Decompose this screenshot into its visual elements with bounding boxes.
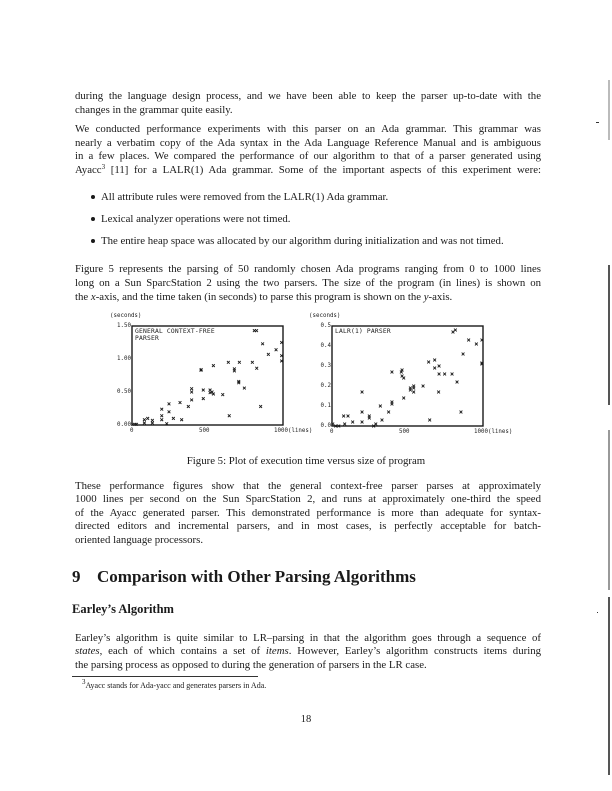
data-point (259, 405, 262, 408)
figure-caption: Figure 5: Plot of execution time versus size of program (186, 455, 426, 467)
footnote-text: Ayacc stands for Ada-yacc and generates parsers in Ada. (85, 681, 267, 690)
data-point (190, 391, 193, 394)
scan-edge-mark (608, 80, 610, 140)
plot-left-ytick: 0.00 (117, 422, 131, 428)
data-point (368, 417, 371, 420)
plot-right-ytick: 0.0 (320, 423, 331, 429)
data-point (190, 387, 193, 390)
plot-left-points (131, 329, 283, 426)
paragraph-2-line: Ayacc$^3$ [11] for a LALR(1) Ada grammar. Some of the important aspects of this experiment were: (75, 163, 541, 176)
data-point (143, 418, 146, 421)
data-point (160, 414, 163, 417)
plot-right-ylabel: (seconds) (309, 313, 341, 319)
data-point (361, 391, 364, 394)
data-point (233, 369, 236, 372)
data-point (438, 373, 441, 376)
data-point (179, 401, 182, 404)
data-point (251, 361, 254, 364)
bullet-item: Lexical analyzer operations were not timed. (101, 213, 291, 225)
paragraph-1-line: changes in the grammar quite easily. (75, 104, 233, 116)
plot-right-points (331, 329, 483, 428)
scan-edge-mark (608, 430, 610, 590)
data-point (437, 391, 440, 394)
data-point (422, 385, 425, 388)
data-point (462, 353, 465, 356)
paragraph-3-line: Figure 5 represents the parsing of 50 randomly chosen Ada programs ranging from 0 to 1000 lines (75, 263, 541, 275)
plot-left-xtick: 500 (199, 428, 210, 434)
paragraph-3-line: the x-axis, and the time taken (in seconds) to parse this program is shown on the y-axis. (75, 291, 453, 303)
data-point (243, 387, 246, 390)
plot-right-ytick: 0.5 (320, 323, 331, 329)
data-point (351, 421, 354, 424)
data-point (402, 377, 405, 380)
data-point (255, 329, 258, 332)
plot-right-title: LALR(1) PARSER (335, 328, 391, 335)
data-point (438, 365, 441, 368)
data-point (402, 397, 405, 400)
data-point (238, 361, 241, 364)
data-point (190, 399, 193, 402)
data-point (172, 417, 175, 420)
data-point (143, 422, 146, 425)
data-point (412, 387, 415, 390)
subsection-heading: Earley’s Algorithm (72, 602, 174, 616)
plot-left-ytick: 0.50 (117, 389, 131, 395)
plot-right-xtick: 1000(lines) (474, 429, 513, 435)
paragraph-5-line: Earley’s algorithm is quite similar to LR–parsing in that the algorithm goes through a sequence of (75, 632, 541, 644)
data-point (443, 373, 446, 376)
data-point (374, 423, 377, 426)
data-point (451, 373, 454, 376)
data-point (347, 415, 350, 418)
data-point (151, 422, 154, 425)
data-point (391, 403, 394, 406)
paragraph-4-line: 1000 lines per second on the Sun SparcStation 2, and runs at approximately one-third the speed (75, 493, 541, 505)
data-point (168, 410, 171, 413)
data-point (379, 405, 382, 408)
data-point (387, 411, 390, 414)
data-point (381, 419, 384, 422)
data-point (212, 364, 215, 367)
data-point (267, 353, 270, 356)
paragraph-1-line: during the language design process, and we have been able to keep the parser up-to-date with the (75, 90, 541, 102)
data-point (160, 418, 163, 421)
scan-edge-mark (608, 265, 610, 405)
paragraph-2-line: in a few places. We compared the performance of our algorithm to that of a parser generated using (75, 150, 541, 162)
data-point (202, 397, 205, 400)
scan-speck (597, 612, 598, 613)
data-point (202, 389, 205, 392)
paragraph-5-line: the parsing process as opposed to during the generation of parsers in the LR case. (75, 659, 427, 671)
data-point (475, 343, 478, 346)
data-point (146, 417, 149, 420)
paragraph-4-line: These performance figures show that the general context-free parser parses at approximately (75, 480, 541, 492)
data-point (460, 411, 463, 414)
section-title: Comparison with Other Parsing Algorithms (97, 567, 416, 586)
plot-left-title: GENERAL CONTEXT-FREE (135, 328, 215, 335)
data-point (343, 423, 346, 426)
plot-right-ytick: 0.1 (320, 403, 331, 409)
footnote (82, 680, 266, 691)
plot-left-title: PARSER (135, 335, 159, 342)
section-heading (72, 567, 416, 587)
data-point (391, 371, 394, 374)
data-point (428, 419, 431, 422)
data-point (467, 339, 470, 342)
section-number: 9 (72, 567, 81, 586)
footnote-mark: 3 (82, 678, 86, 686)
footnote-ref-3[interactable]: 3 (101, 163, 106, 171)
data-point (409, 389, 412, 392)
data-point (433, 359, 436, 362)
plot-left-ytick: 1.50 (117, 323, 131, 329)
paragraph-3-line: long on a Sun SparcStation 2 using the two parsers. The size of the program (in lines) is shown on (75, 277, 541, 289)
data-point (255, 367, 258, 370)
data-point (151, 419, 154, 422)
data-point (427, 361, 430, 364)
plot-right-ytick: 0.2 (320, 383, 331, 389)
plot-left-ylabel: (seconds) (110, 313, 142, 319)
data-point (433, 367, 436, 370)
data-point (456, 381, 459, 384)
plot-right-ytick: 0.3 (320, 363, 331, 369)
data-point (342, 415, 345, 418)
plot-left-ytick: 1.00 (117, 356, 131, 362)
paragraph-5-line: states, each of which contains a set of items. However, Earley’s algorithm constructs items during (75, 645, 541, 657)
data-point (275, 348, 278, 351)
plot-right-xtick: 500 (399, 429, 410, 435)
paragraph-4-line: directed editors and incremental parsers, and in most cases, is perfectly acceptable for batch- (75, 520, 541, 532)
data-point (361, 411, 364, 414)
plot-left-xtick: 0 (130, 428, 134, 434)
paragraph-2-line: We conducted performance experiments with this parser on an Ada grammar. This grammar was (75, 123, 541, 135)
data-point (187, 405, 190, 408)
data-point (361, 421, 364, 424)
data-point (227, 361, 230, 364)
bullet-item: The entire heap space was allocated by our algorithm during initialization and was not timed. (101, 235, 504, 247)
data-point (228, 414, 231, 417)
data-point (168, 402, 171, 405)
data-point (261, 342, 264, 345)
bullet-item: All attribute rules were removed from the LALR(1) Ada grammar. (101, 191, 389, 203)
plot-right-xtick: 0 (330, 429, 334, 435)
scan-edge-mark (608, 597, 610, 775)
page-number: 18 (300, 714, 312, 725)
data-point (454, 329, 457, 332)
scan-speck (596, 122, 599, 123)
plot-left-xtick: 1000(lines) (274, 428, 313, 434)
data-point (160, 408, 163, 411)
plot-right-ytick: 0.4 (320, 343, 331, 349)
paragraph-4-line: oriented language processors. (75, 534, 204, 546)
footnote-rule (72, 676, 258, 677)
data-point (221, 393, 224, 396)
data-point (180, 418, 183, 421)
data-point (412, 391, 415, 394)
paragraph-2-line: nearly a verbatim copy of the Ada syntax in the Ada Language Reference Manual and is ambiguous (75, 137, 541, 149)
paragraph-4-line: of the Ayacc generated parser. This demonstrated performance is more than adequate for syntax- (75, 507, 541, 519)
